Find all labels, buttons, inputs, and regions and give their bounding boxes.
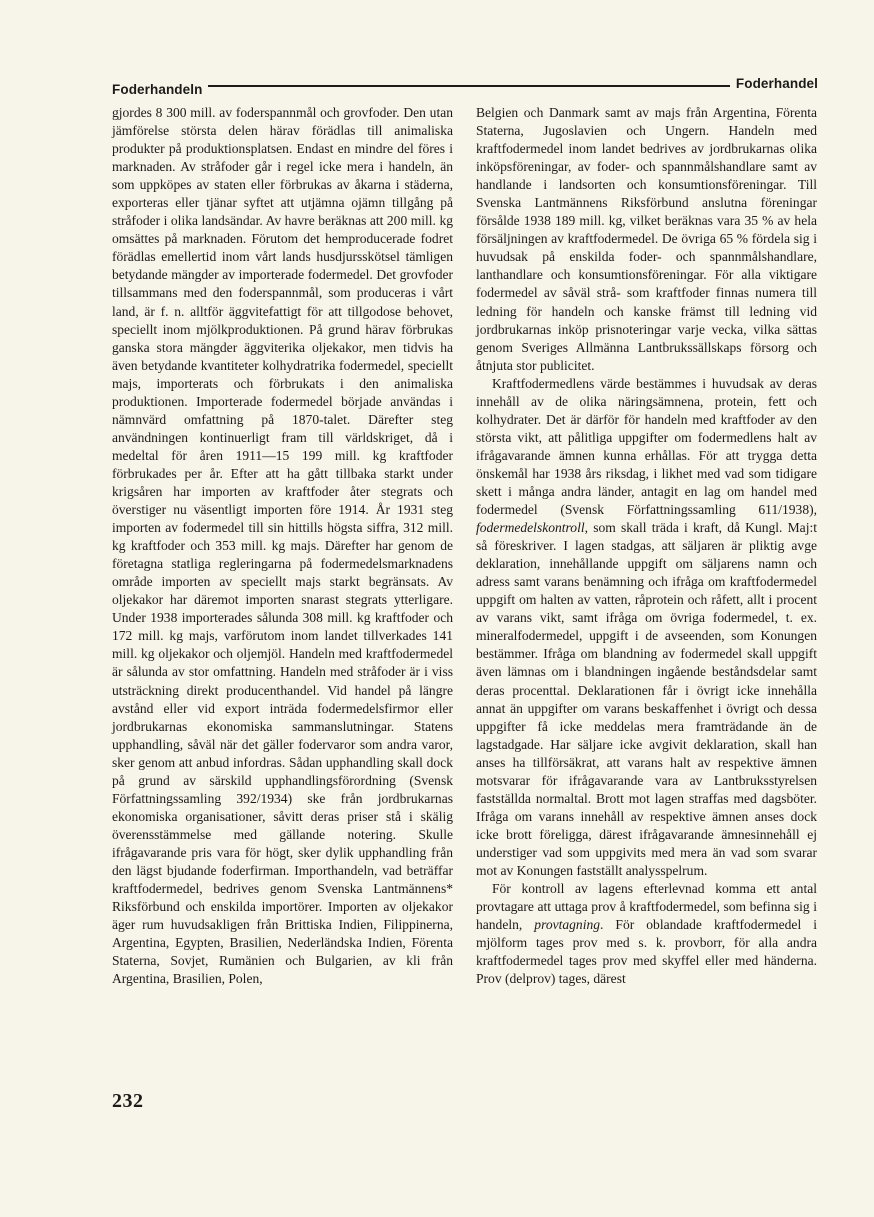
paragraph-text: För kontroll av lagens efterlevnad komma ett antal provtagare att uttaga prov å kraftfodermedel, som befinna sig i handeln, [476, 881, 817, 933]
header-rule [208, 85, 729, 87]
right-paragraph-3 [476, 880, 817, 988]
header-right-title: Foderhandel [735, 75, 818, 91]
header-left-title: Foderhandeln [112, 81, 203, 97]
page-number: 232 [112, 1090, 144, 1112]
running-header [112, 76, 818, 96]
right-paragraph-2 [476, 375, 817, 880]
paragraph-text: Kraftfodermedlens värde bestämmes i huvudsak av deras innehåll av de olika näringsämnena, protein, fett och kolhydrater. Det är därför för handeln med kraftfoder av den största vikt, att pålitliga uppgifter om fodermedlens halt av ifrågavarande ämnen kunna erhållas. För att trygga detta önskemål har 1938 års riksdag, i likhet med vad som tidigare skett i många andra länder, antagit en lag om handel med fodermedel (Svensk Författningssamling 611/1938), [476, 375, 817, 518]
paragraph-text: , som skall träda i kraft, då Kungl. Maj:t så föreskriver. I lagen stadgas, att säljaren är pliktig avge deklaration, innehållande uppgift om säljarens namn och adress samt varans benämning och ifråga om kraftfodermedel uppgift om halten av vatten, råprotein och råfett, allt i procent av varans vikt, samt ifråga om övriga fodermedel, t. ex. mineralfodermedel, uppgift i de avseenden, som Konungen bestämmer. Ifråga om blandning av fodermedel skall uppgift även lämnas om i blandningen ingående beståndsdelar samt deras procenttal. Deklarationen får i övrigt icke innehålla annat än uppgifter om varans beskaffenhet i övrigt och dessa uppgifter få icke meddelas mera framträdande än de lagstadgade. Har säljare icke avgivit deklaration, skall han anses ha tillförsäkrat, att varans halt av respektive ämnen motsvarar för ifrågavarande vara av Lantbruksstyrelsen fastställda normaltal. Brott mot lagen straffas med dagsböter. Ifråga om varans innehåll av respektive ämnen anses dock icke brott föreligga, därest ifrågavarande ämnesinnehåll ej understiger vad som uppgivits med mera än vad som svarar mot av Konungen fastställt analysspelrum. [476, 520, 817, 878]
paragraph-text: . För oblandade kraftfodermedel i mjölform tages prov med s. k. provborr, för alla andra kraftfodermedel tages prov med skyffel eller med händerna. Prov (delprov) tages, därest [476, 917, 817, 987]
left-paragraph: gjordes 8 300 mill. av foderspannmål och grovfoder. Den utan jämförelse största delen härav förädlas till animaliska produkter på produktionsplatsen. Endast en mindre del föres i marknaden. Av stråfoder går i regel icke mera i handeln, än som uppköpes av staten eller förbrukas av åkarna i städerna, exporteras eller tjänar syftet att utjämna ojämn tillgång på stråfoder i olika landsändar. Av havre beräknas att 200 mill. kg omsättes på marknaden. Förutom det hemproducerade fodret förädlas emellertid inom vårt lands husdjursskötsel tämligen betydande mängder av importerade fodermedel. Det grovfoder tillsammans med den foderspannmål, som produceras i vårt land, är f. n. alltför äggvitefattigt för att tillgodose behovet, speciellt inom mjölkproduktionen. På grund härav förbrukas ganska stora mängder äggviterika oljekakor, men tidvis ha även betydande kvantiteter kolhydratrika fodermedel, speciellt majs, importerats och förbrukats i den animaliska produktionen. Importerade fodermedel började användas i nämnvärd omfattning på 1870-talet. Därefter steg användningen kontinuerligt fram till världskriget, då i medeltal för åren 1911—15 199 mill. kg kraftfoder förbrukades per år. Efter att ha gått tillbaka starkt under krigsåren har importen av kraftfoder åter stegrats och överstiger nu väsentligt importen före 1914. År 1931 steg importen av fodermedel till sin hittills högsta siffra, 312 mill. kg kraftfoder och 353 mill. kg majs. Därefter har genom de företagna statliga regleringarna på fodermedelsmarknadens område importen av speciellt majs starkt begränsats. Av oljekakor har däremot importen snarast stegrats ytterligare. Under 1938 importerades sålunda 308 mill. kg kraftfoder och 172 mill. kg majs, varförutom inom landet tillverkades 141 mill. kg oljekakor och oljemjöl. Handeln med kraftfodermedel är sålunda av stor omfattning. Handeln med stråfoder är i viss utsträckning direkt producenthandel. Vid handel på längre avstånd eller vid export inträda fodermedelsfirmor eller jordbrukarnas ekonomiska sammanslutningar. Statens upphandling, såväl när det gäller fodervaror som andra varor, sker genom att anbud infordras. Sådan upphandling skall dock på grund av särskild upphandlingsförordning (Svensk Författningssamling 392/1934) ske från jordbrukarnas ekonomiska organisationer, såvitt deras priser stå i skälig överensstämmelse med gällande notering. Skulle ifrågavarande pris vara för högt, sker dylik upphandling från den lägst bjudande foderfirman. Importhandeln, vad beträffar kraftfodermedel, bedrives genom Svenska Lantmännens* Riksförbund och enskilda importörer. Importen av oljekakor äger rum huvudsakligen från Brittiska Indien, Filippinerna, Argentina, Egypten, Brasilien, Nederländska Indien, Förenta Staterna, Sovjet, Rumänien och Bulgarien, av kli från Argentina, Brasilien, Polen, [112, 105, 453, 987]
left-column [112, 104, 453, 988]
term-fodermedelskontroll: fodermedelskontroll [476, 520, 585, 536]
term-provtagning: provtagning [534, 917, 601, 933]
right-paragraph-1: Belgien och Danmark samt av majs från Argentina, Förenta Staterna, Jugoslavien och Ungern. Handeln med kraftfodermedel inom landet bedrives av jordbrukarnas olika inköpsföreningar, av foder- och spannmålshandlare samt av handlande i landsorten och konsumtionsföreningar. Till Svenska Lantmännens Riksförbund anslutna föreningar försålde 1938 189 mill. kg, vilket beräknas vara 35 % av hela försäljningen av kraftfodermedel. De övriga 65 % fördela sig i huvudsak på enskilda foder- och spannmålshandlare, lanthandlare och konsumtionsföreningar. För alla viktigare fodermedel av såväl strå- som kraftfoder finnas numera till ledning för handeln och kanske främst till ledning vid jordbrukarnas inköp prisnoteringar varje vecka, vilka sättas genom Sveriges Allmänna Lantbrukssällskaps försorg och åtnjuta stor publicitet. [476, 105, 817, 373]
right-column [476, 104, 817, 988]
